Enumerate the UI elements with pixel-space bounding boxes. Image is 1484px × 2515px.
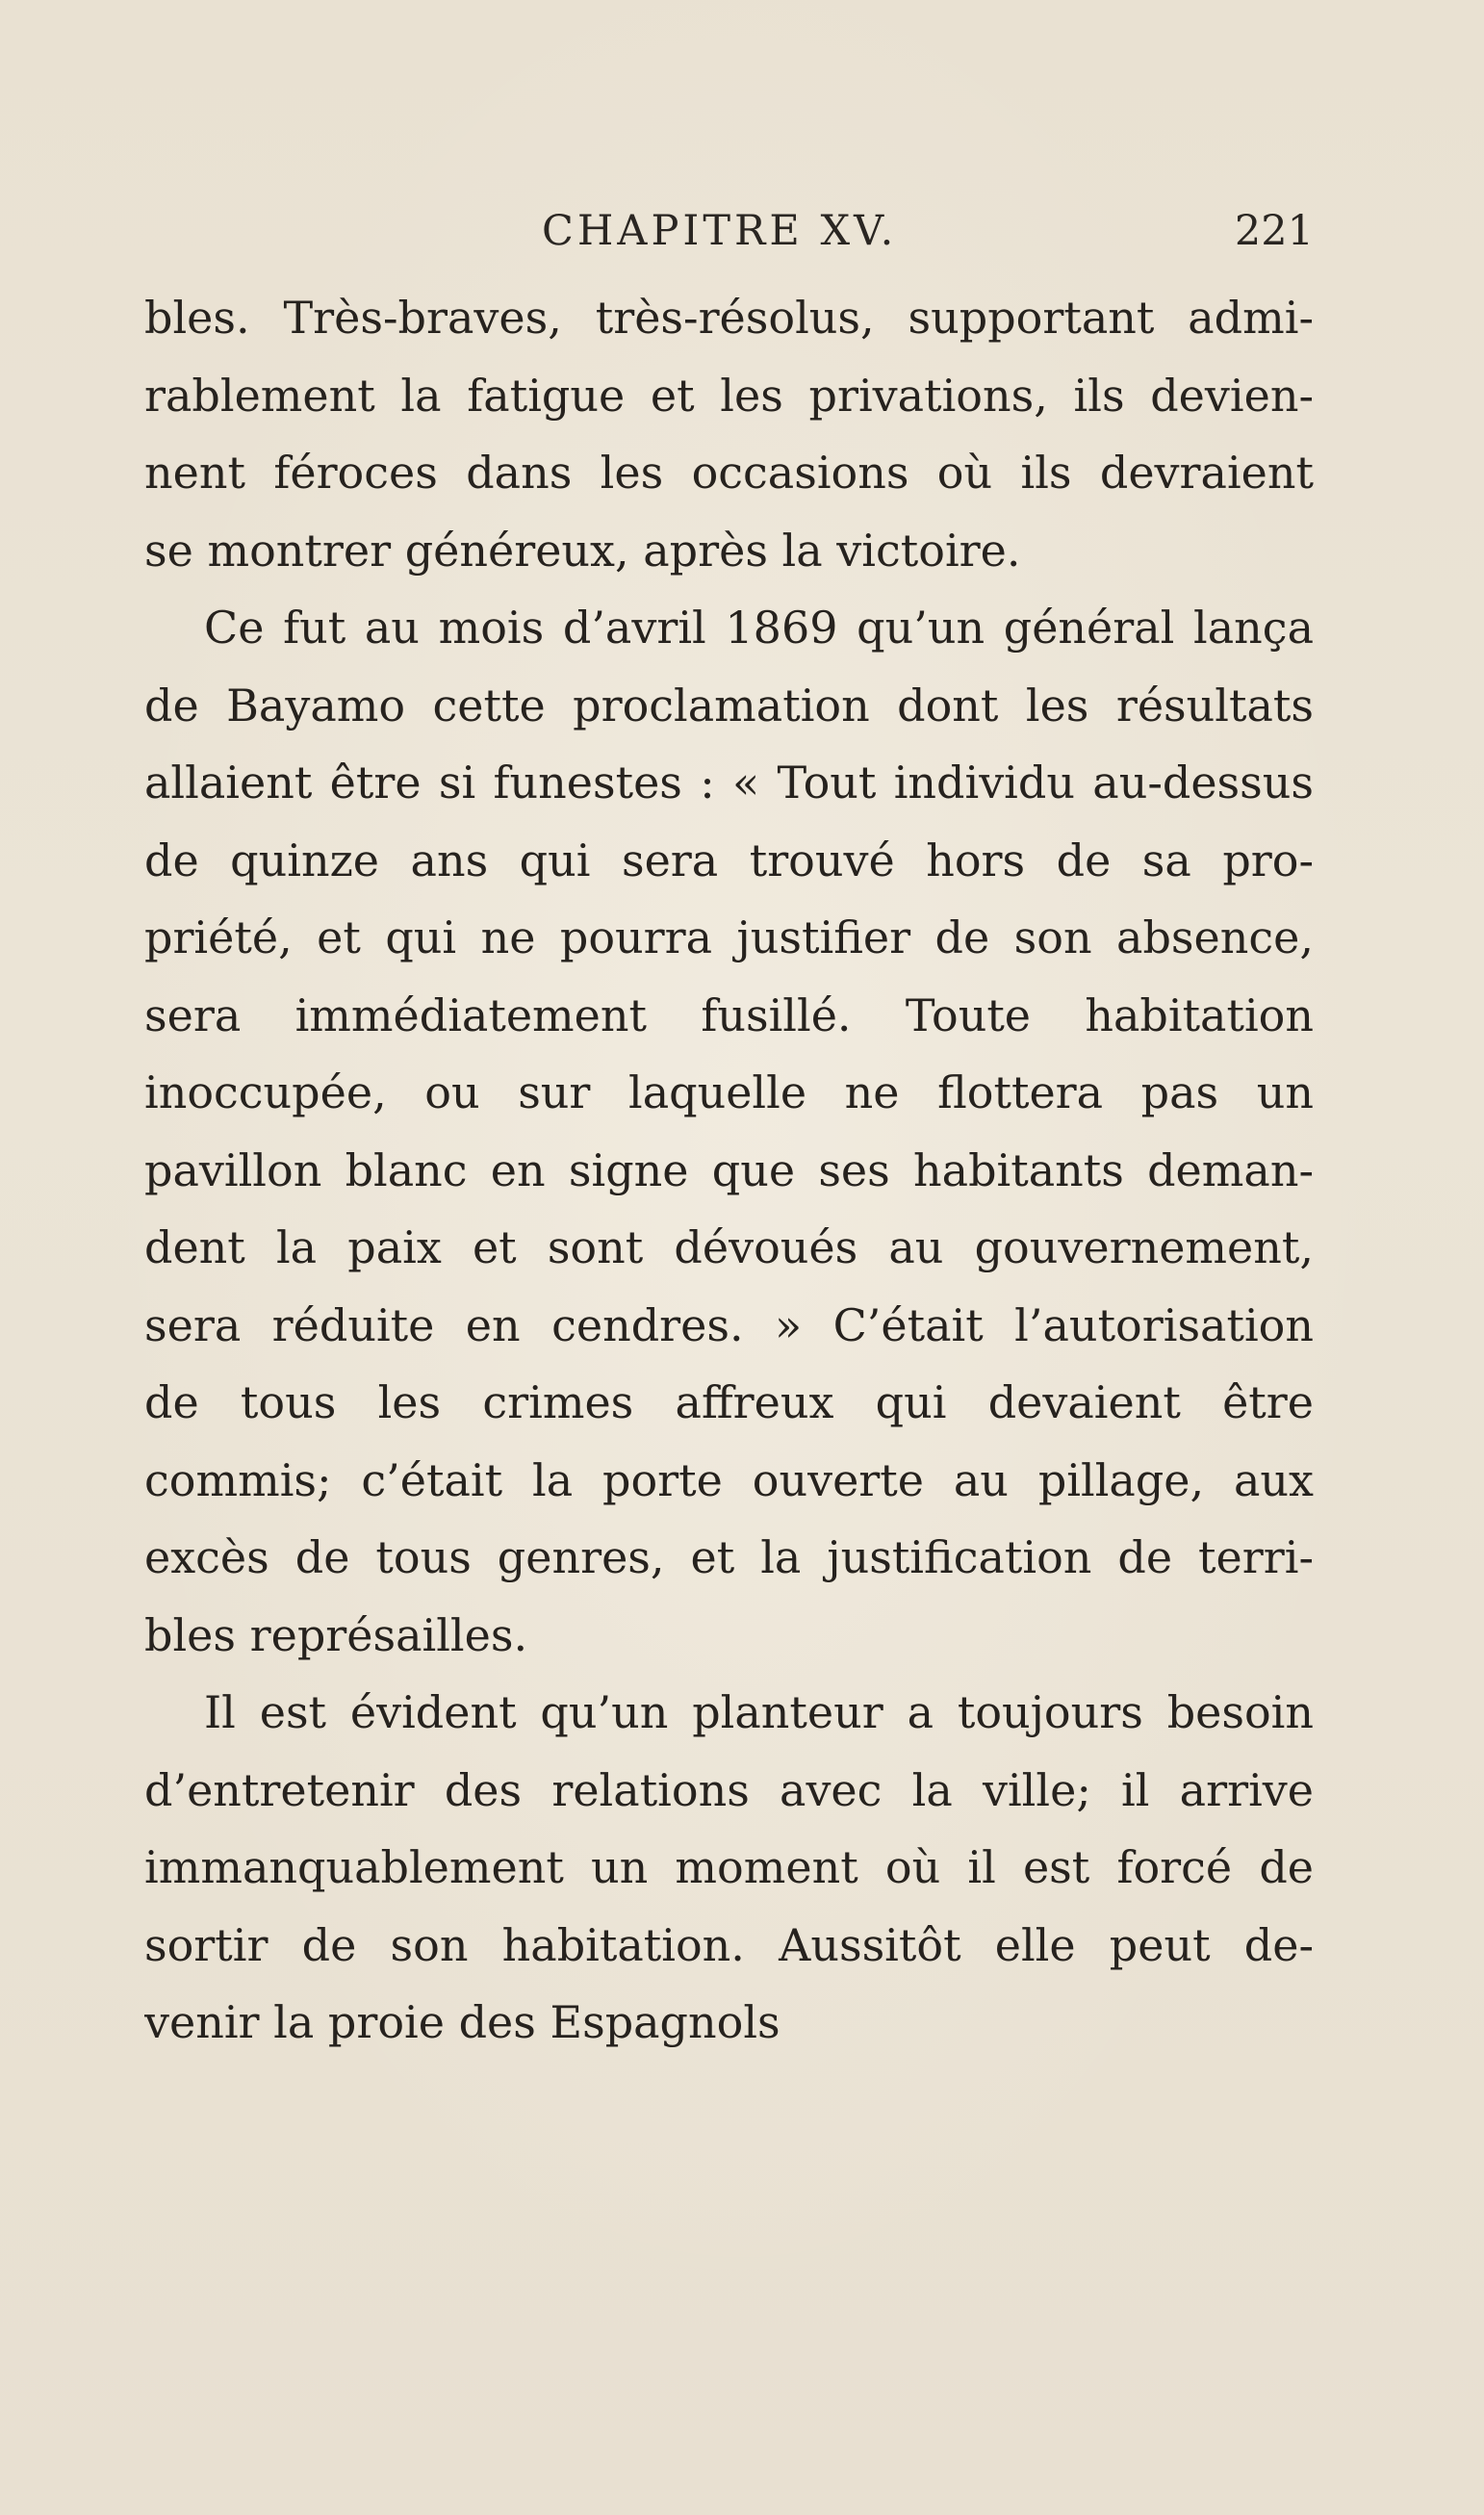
page-header	[144, 197, 1314, 265]
text-line: de Bayamo cette proclamation dont les résultats	[144, 679, 1314, 731]
text-line: excès de tous genres, et la justification de terri-	[144, 1531, 1314, 1583]
text-line: d’entretenir des relations avec la ville; il arrive	[144, 1763, 1314, 1816]
text-line: inoccupée, ou sur laquelle ne flottera pas un	[144, 1066, 1314, 1118]
text-line: allaient être si funestes : « Tout individu au-dessus	[144, 757, 1314, 808]
text-line: sortir de son habitation. Aussitôt elle peut de-	[144, 1918, 1314, 1971]
text-line: Il est évident qu’un planteur a toujours besoin	[204, 1686, 1314, 1738]
text-line: bles représailles.	[144, 1608, 528, 1661]
text-line: dent la paix et sont dévoués au gouvernement,	[144, 1221, 1314, 1273]
page-number: 221	[1234, 207, 1314, 255]
text-line: se montrer généreux, après la victoire.	[144, 524, 1021, 577]
text-line: bles. Très-braves, très-résolus, supportant admi-	[144, 292, 1314, 344]
text-line: de quinze ans qui sera trouvé hors de sa pro-	[144, 834, 1314, 886]
text-line: pavillon blanc en signe que ses habitants deman-	[144, 1143, 1314, 1196]
text-line: de tous les crimes affreux qui devaient être	[144, 1376, 1314, 1428]
text-line: sera réduite en cendres. » C’était l’autorisation	[144, 1298, 1314, 1351]
text-line: immanquablement un moment où il est forcé de	[144, 1841, 1314, 1893]
body-text	[144, 279, 1314, 2062]
text-line: priété, et qui ne pourra justifier de son absence,	[144, 911, 1314, 963]
running-title: CHAPITRE XV.	[542, 207, 898, 255]
text-line: commis; c’était la porte ouverte au pillage, aux	[144, 1453, 1314, 1506]
text-line: rablement la fatigue et les privations, ils devien-	[144, 369, 1314, 422]
text-line: Ce fut au mois d’avril 1869 qu’un général lança	[204, 602, 1314, 654]
text-line: nent féroces dans les occasions où ils devraient	[144, 447, 1314, 499]
text-line: venir la proie des Espagnols	[144, 1996, 780, 2048]
text-line: sera immédiatement fusillé. Toute habitation	[144, 988, 1314, 1041]
